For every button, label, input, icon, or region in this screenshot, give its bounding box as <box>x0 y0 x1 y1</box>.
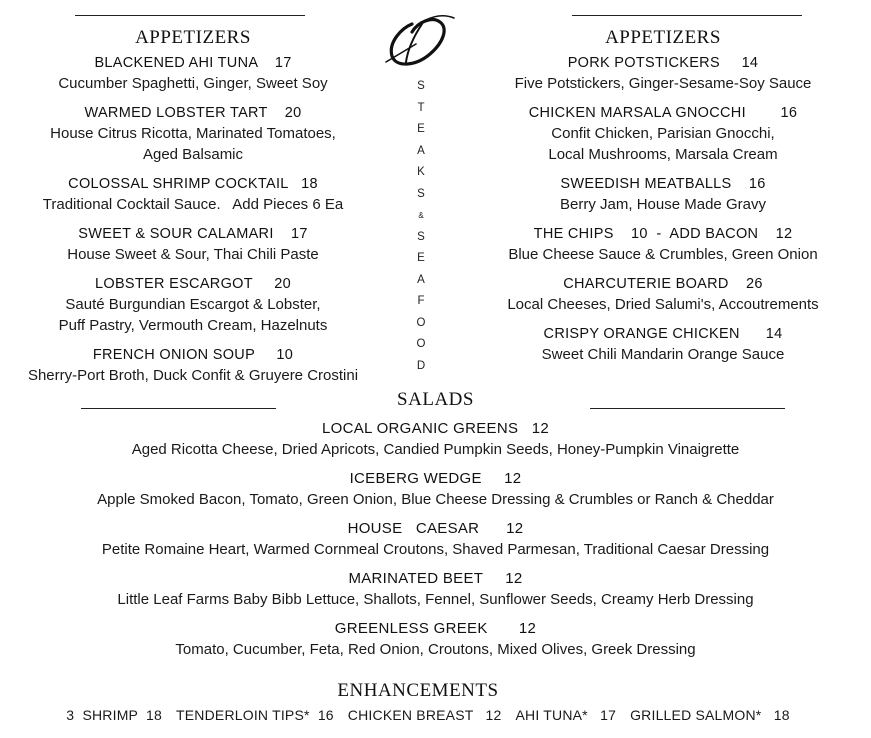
menu-item-description <box>478 344 848 365</box>
menu-item <box>0 345 386 386</box>
vertical-steaks-seafood <box>410 76 432 377</box>
vertical-letter: T <box>417 101 425 114</box>
vertical-letter: S <box>417 80 425 92</box>
description-line: Sauté Burgundian Escargot & Lobster, <box>65 296 321 313</box>
menu-item-name: CRISPY ORANGE CHICKEN 14 <box>543 326 783 342</box>
menu-item-description: Tomato, Cucumber, Feta, Red Onion, Croutons, Mixed Olives, Greek Dressing <box>175 641 696 658</box>
menu-item-description <box>0 294 386 336</box>
menu-item <box>0 174 386 215</box>
menu-item-name: LOBSTER ESCARGOT 20 <box>95 276 291 292</box>
enhancement-item: GRILLED SALMON* 18 <box>630 707 790 723</box>
right-section-title: APPETIZERS <box>605 27 721 48</box>
menu-item-name: PORK POTSTICKERS 14 <box>567 55 759 71</box>
enhancement-item: CHICKEN BREAST 12 <box>347 707 502 723</box>
menu-item-name: BLACKENED AHI TUNA 17 <box>94 55 292 71</box>
right-appetizers-column <box>478 26 848 374</box>
menu-item-description <box>478 244 848 265</box>
menu-item-description <box>0 123 386 165</box>
vertical-letter: D <box>416 359 426 372</box>
menu-item <box>0 568 871 610</box>
salad-items-list <box>0 418 871 660</box>
top-right-rule <box>572 15 802 16</box>
enhancement-item: TENDERLOIN TIPS* 16 <box>176 707 334 723</box>
vertical-letter: E <box>417 252 425 264</box>
menu-item-description <box>0 244 386 265</box>
menu-item-name: SWEET & SOUR CALAMARI 17 <box>78 226 308 242</box>
menu-item-name: CHARCUTERIE BOARD 26 <box>563 276 763 292</box>
menu-item-name: THE CHIPS 10 - ADD BACON 12 <box>533 226 793 242</box>
description-line: Puff Pastry, Vermouth Cream, Hazelnuts <box>58 317 328 334</box>
vertical-letter: A <box>417 144 425 157</box>
menu-item <box>478 174 848 215</box>
vertical-letter: O <box>416 316 426 329</box>
enhancement-item: AHI TUNA* 17 <box>515 707 617 723</box>
enhancements-title: ENHANCEMENTS <box>337 680 499 701</box>
menu-item <box>0 618 871 660</box>
menu-item-name: SWEEDISH MEATBALLS 16 <box>560 176 766 192</box>
left-appetizers-column <box>0 26 386 395</box>
menu-item-name: FRENCH ONION SOUP 10 <box>92 347 294 363</box>
description-line: House Citrus Ricotta, Marinated Tomatoes, <box>50 125 336 142</box>
menu-item <box>478 274 848 315</box>
menu-item-description: Apple Smoked Bacon, Tomato, Green Onion, Blue Cheese Dressing & Crumbles or Ranch & Cheddar <box>97 491 774 508</box>
menu-item <box>0 53 386 94</box>
left-section-title: APPETIZERS <box>135 27 251 48</box>
vertical-letter: E <box>417 123 425 135</box>
menu-item-name: LOCAL ORGANIC GREENS 12 <box>321 420 549 437</box>
description-line: Berry Jam, House Made Gravy <box>560 196 766 213</box>
vertical-letter: & <box>418 211 424 220</box>
enhancements-list <box>0 705 856 725</box>
menu-item-description <box>478 194 848 215</box>
menu-item-name: COLOSSAL SHRIMP COCKTAIL 18 <box>68 176 318 192</box>
description-line: Traditional Cocktail Sauce. Add Pieces 6 Ea <box>42 196 344 213</box>
menu-item <box>478 103 848 165</box>
menu-item-name: MARINATED BEET 12 <box>348 570 523 587</box>
vertical-letter: S <box>417 230 425 243</box>
enhancement-item: 3 SHRIMP 18 <box>66 707 162 723</box>
monogram-logo <box>382 10 458 72</box>
description-line: Sweet Chili Mandarin Orange Sauce <box>541 346 785 363</box>
menu-item-name: CHICKEN MARSALA GNOCCHI 16 <box>528 105 798 121</box>
menu-item <box>478 324 848 365</box>
menu-item <box>478 224 848 265</box>
menu-item-description <box>0 194 386 215</box>
menu-item <box>0 518 871 560</box>
description-line: Local Mushrooms, Marsala Cream <box>548 146 778 163</box>
menu-item-name: HOUSE CAESAR 12 <box>347 520 524 537</box>
menu-item-description <box>478 73 848 94</box>
menu-item <box>0 224 386 265</box>
menu-item-description: Petite Romaine Heart, Warmed Cornmeal Croutons, Shaved Parmesan, Traditional Caesar Dressing <box>101 541 770 558</box>
menu-item <box>0 418 871 460</box>
description-line: Local Cheeses, Dried Salumi's, Accoutrements <box>507 296 819 313</box>
left-items-list <box>0 53 386 386</box>
description-line: Sherry-Port Broth, Duck Confit & Gruyere Crostini <box>27 367 359 384</box>
salads-section <box>0 388 871 668</box>
menu-item-name: GREENLESS GREEK 12 <box>334 620 537 637</box>
menu-item-description <box>0 73 386 94</box>
menu-item-description: Aged Ricotta Cheese, Dried Apricots, Candied Pumpkin Seeds, Honey-Pumpkin Vinaigrette <box>131 441 740 458</box>
description-line: Confit Chicken, Parisian Gnocchi, <box>551 125 775 142</box>
top-left-rule <box>75 15 305 16</box>
vertical-letter: F <box>417 295 425 307</box>
vertical-letter: S <box>417 187 425 200</box>
vertical-letter: K <box>417 166 425 178</box>
salads-title: SALADS <box>397 389 474 410</box>
menu-item-name: WARMED LOBSTER TART 20 <box>84 105 302 121</box>
menu-item-description: Little Leaf Farms Baby Bibb Lettuce, Shallots, Fennel, Sunflower Seeds, Creamy Herb Dressing <box>117 591 754 608</box>
menu-item-description <box>478 123 848 165</box>
script-o-logo-icon <box>382 10 458 72</box>
menu-item <box>478 53 848 94</box>
vertical-letter: O <box>416 338 426 350</box>
description-line: Aged Balsamic <box>142 146 244 163</box>
menu-item <box>0 103 386 165</box>
description-line: Cucumber Spaghetti, Ginger, Sweet Soy <box>58 75 328 92</box>
right-items-list <box>478 53 848 365</box>
description-line: Five Potstickers, Ginger-Sesame-Soy Sauce <box>514 75 812 92</box>
menu-item-name: ICEBERG WEDGE 12 <box>349 470 522 487</box>
menu-item <box>0 274 386 336</box>
menu-item-description <box>0 365 386 386</box>
menu-item-description <box>478 294 848 315</box>
description-line: House Sweet & Sour, Thai Chili Paste <box>67 246 319 263</box>
vertical-letter: A <box>417 273 425 286</box>
menu-item <box>0 468 871 510</box>
description-line: Blue Cheese Sauce & Crumbles, Green Onion <box>508 246 818 263</box>
